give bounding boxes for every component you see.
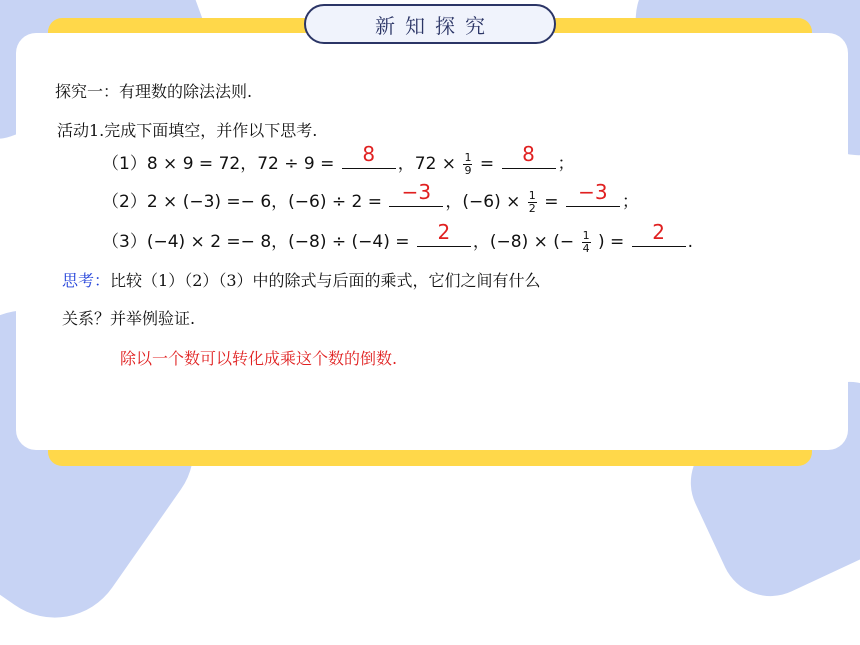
row-3-answer-a: 2 xyxy=(437,220,451,244)
row-1-blank-a xyxy=(342,142,396,169)
row-1-equals: = xyxy=(479,154,495,174)
page-title: 新知探究 xyxy=(375,13,495,38)
row-2-fraction: $\frac{1}{2}$ xyxy=(528,188,536,215)
row-3-fraction: $\frac{1}{4}$ xyxy=(582,228,590,255)
row-1-separator: ，72 × xyxy=(397,154,457,174)
row-3-answer-b: 2 xyxy=(652,220,666,244)
heading-explore-one: 探究一：有理数的除法法则. xyxy=(55,82,253,101)
think-label: 思考： xyxy=(62,271,111,290)
row-1-blank-b xyxy=(502,142,556,169)
row-3-equals: ) = xyxy=(597,232,625,252)
conclusion-text: 除以一个数可以转化成乘这个数的倒数. xyxy=(120,349,398,368)
row-2-end: ； xyxy=(621,192,639,212)
row-3-blank-a xyxy=(417,220,471,247)
row-3-blank-b xyxy=(632,220,686,247)
row-2-equals: = xyxy=(544,192,559,212)
row-3-end: . xyxy=(687,232,694,252)
row-1-answer-a: 8 xyxy=(362,142,376,166)
row-2-blank-a xyxy=(389,180,443,207)
heading-activity-one: 活动1.完成下面填空，并作以下思考. xyxy=(57,121,318,140)
row-3-label: （3） xyxy=(102,232,147,252)
row-2-answer-b: −3 xyxy=(578,180,608,204)
think-text-2: 关系？并举例验证. xyxy=(62,309,196,328)
row-1-end: ； xyxy=(557,154,575,174)
row-2-blank-b xyxy=(566,180,620,207)
row-2-answer-a: −3 xyxy=(401,180,432,204)
think-text-1: 比较（1）（2）（3）中的除式与后面的乘式，它们之间有什么 xyxy=(110,271,541,290)
row-1-fraction: $\frac{1}{9}$ xyxy=(464,150,472,177)
row-2-label: （2） xyxy=(102,192,147,212)
row-2-separator: ，(−6) × xyxy=(445,192,521,212)
exercise-row-2 xyxy=(102,180,639,215)
row-3-expression: (−4) × 2 =− 8，(−8) ÷ (−4) = xyxy=(146,232,410,252)
think-paragraph-line-1 xyxy=(62,268,541,291)
title-badge xyxy=(304,4,556,44)
row-2-expression: 2 × (−3) =− 6，(−6) ÷ 2 = xyxy=(146,192,382,212)
row-3-separator: ，(−8) × (− xyxy=(472,232,575,252)
exercise-row-1 xyxy=(102,142,575,177)
row-1-answer-b: 8 xyxy=(522,142,535,166)
row-1-label: （1） xyxy=(102,154,147,174)
exercise-row-3 xyxy=(102,220,694,255)
row-1-expression: 8 × 9 = 72，72 ÷ 9 = xyxy=(146,154,335,174)
